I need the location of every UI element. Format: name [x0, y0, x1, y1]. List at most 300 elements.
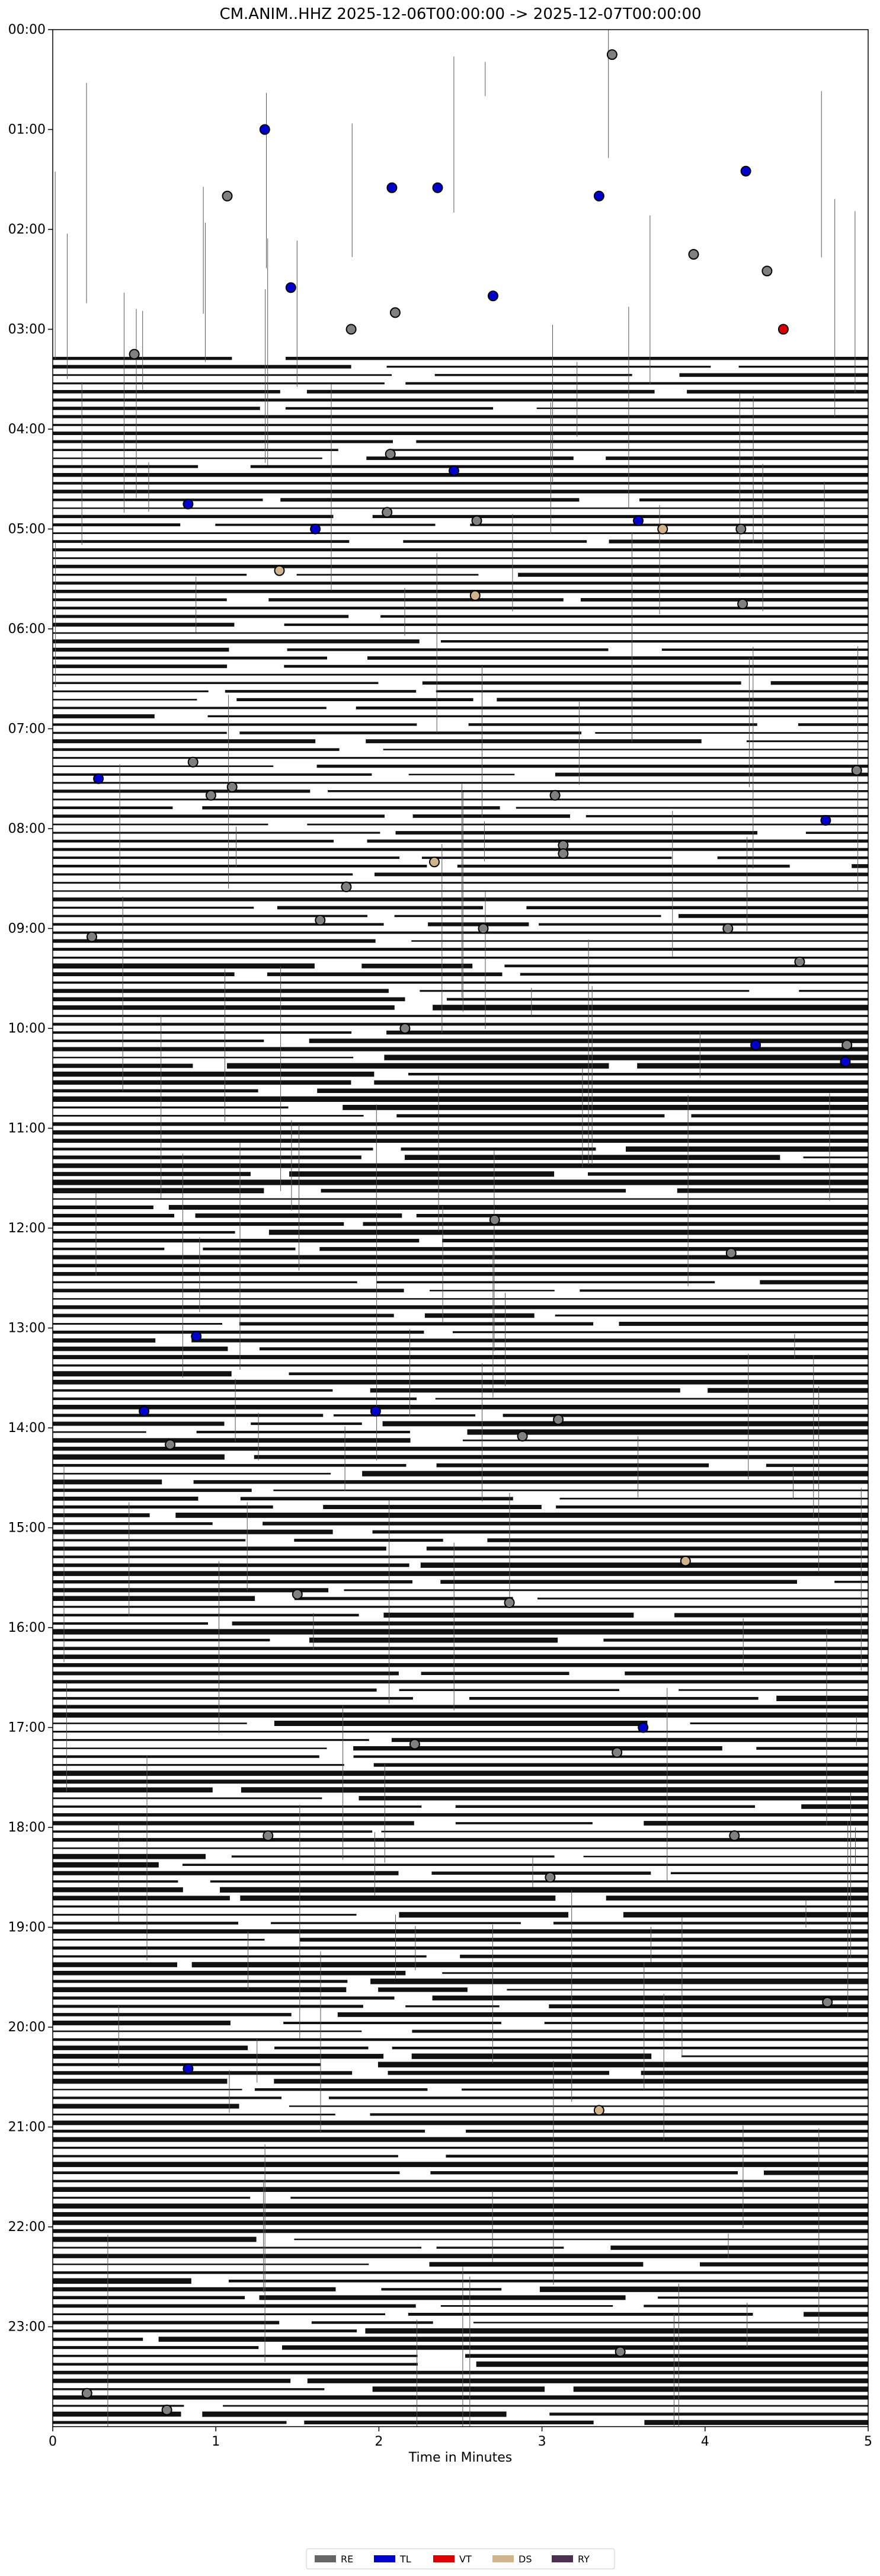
event-point-tl	[638, 1723, 648, 1733]
trace-segment	[53, 856, 399, 859]
trace-segment	[53, 2104, 239, 2108]
trace-segment	[387, 366, 711, 367]
y-tick-label: 04:00	[8, 422, 46, 437]
trace-segment	[53, 1606, 868, 1607]
trace-segment	[53, 732, 227, 734]
trace-segment	[53, 1188, 264, 1193]
trace-segment	[53, 1571, 868, 1576]
trace-segment	[539, 923, 868, 926]
trace-segment	[53, 865, 427, 868]
trace-segment	[367, 656, 868, 660]
trace-segment	[53, 1838, 868, 1842]
trace-segment	[53, 440, 393, 443]
trace-segment	[53, 482, 868, 484]
trace-segment	[610, 2246, 868, 2250]
trace-segment	[53, 590, 868, 593]
trace-segment	[53, 1364, 868, 1367]
trace-segment	[53, 2287, 336, 2291]
trace-segment	[197, 1431, 410, 1433]
y-tick-label: 21:00	[8, 2120, 46, 2135]
trace-segment	[679, 1689, 868, 1691]
trace-segment	[588, 1172, 868, 1176]
trace-segment	[312, 2321, 433, 2323]
trace-segment	[537, 408, 868, 410]
trace-segment	[53, 948, 868, 951]
y-tick-label: 08:00	[8, 822, 46, 836]
trace-segment	[53, 1431, 146, 1433]
event-point-re	[762, 266, 772, 276]
trace-segment	[374, 1081, 868, 1085]
trace-segment	[465, 2354, 868, 2358]
event-point-re	[545, 1872, 555, 1882]
trace-segment	[53, 1862, 159, 1868]
trace-segment	[53, 2121, 868, 2126]
trace-segment	[420, 990, 749, 992]
trace-segment	[681, 2056, 868, 2057]
trace-segment	[53, 1689, 377, 1692]
trace-segment	[549, 2005, 868, 2009]
trace-segment	[203, 1248, 295, 1251]
event-point-re	[263, 1831, 273, 1840]
trace-segment	[53, 1712, 868, 1718]
trace-segment	[441, 2305, 613, 2307]
trace-segment	[53, 832, 380, 833]
trace-segment	[421, 1672, 569, 1676]
trace-segment	[468, 1429, 869, 1434]
trace-segment	[537, 1597, 868, 1599]
event-point-tl	[371, 1407, 380, 1416]
trace-segment	[433, 1005, 868, 1010]
trace-segment	[764, 2171, 868, 2175]
trace-segment	[671, 1872, 868, 1874]
trace-segment	[53, 1214, 174, 1217]
legend-swatch-ry	[552, 2555, 573, 2562]
trace-segment	[53, 2338, 143, 2341]
trace-segment	[430, 2262, 644, 2267]
trace-segment	[255, 2088, 428, 2091]
trace-segment	[644, 1821, 868, 1826]
trace-segment	[269, 1230, 868, 1235]
trace-segment	[53, 599, 227, 602]
y-tick-label: 23:00	[8, 2319, 46, 2335]
event-point-re	[852, 766, 862, 775]
trace-segment	[469, 1697, 759, 1700]
trace-segment	[53, 1939, 265, 1941]
trace-segment	[801, 1804, 868, 1809]
trace-segment	[274, 2079, 868, 2083]
trace-segment	[53, 1788, 213, 1793]
trace-segment	[323, 1505, 542, 1509]
trace-segment	[53, 1530, 333, 1535]
trace-segment	[53, 2180, 868, 2182]
trace-segment	[338, 2012, 868, 2017]
trace-segment	[53, 1546, 386, 1551]
event-point-tl	[183, 499, 193, 509]
event-point-tl	[94, 774, 103, 784]
trace-segment	[53, 1314, 394, 1318]
trace-segment	[53, 691, 209, 692]
trace-segment	[430, 2171, 738, 2174]
trace-segment	[405, 2005, 500, 2007]
trace-segment	[53, 1513, 150, 1517]
trace-segment	[289, 1171, 554, 1177]
event-point-re	[165, 1440, 175, 1449]
event-point-tl	[286, 283, 296, 292]
trace-segment	[53, 2089, 242, 2090]
event-point-re	[293, 1590, 302, 1599]
trace-segment	[53, 1996, 395, 1999]
trace-segment	[53, 657, 327, 660]
trace-segment	[287, 648, 609, 651]
trace-segment	[674, 1613, 868, 1617]
trace-segment	[384, 1055, 868, 1060]
trace-segment	[169, 1205, 868, 1210]
trace-segment	[53, 2046, 248, 2050]
event-point-re	[228, 782, 237, 792]
trace-segment	[553, 1922, 868, 1924]
trace-segment	[606, 1896, 868, 1900]
trace-segment	[53, 1281, 357, 1283]
trace-segment	[625, 1671, 868, 1675]
trace-segment	[53, 1654, 868, 1659]
trace-segment	[53, 2204, 868, 2209]
event-point-re	[823, 1997, 832, 2007]
trace-segment	[53, 540, 349, 543]
trace-segment	[469, 723, 757, 726]
trace-segment	[804, 1156, 869, 1158]
event-point-tl	[191, 1332, 201, 1341]
trace-segment	[321, 1189, 626, 1193]
trace-segment	[555, 1315, 868, 1316]
trace-segment	[641, 2071, 868, 2075]
trace-segment	[766, 1464, 868, 1467]
trace-segment	[457, 865, 790, 868]
trace-segment	[53, 1629, 868, 1634]
trace-segment	[53, 814, 385, 817]
trace-segment	[53, 1473, 331, 1475]
trace-segment	[241, 1787, 868, 1792]
trace-segment	[53, 2412, 181, 2417]
event-point-re	[386, 449, 395, 459]
event-point-tl	[387, 183, 396, 193]
trace-segment	[236, 698, 473, 701]
trace-segment	[374, 1763, 868, 1767]
trace-segment	[756, 1747, 868, 1750]
trace-segment	[556, 1506, 868, 1508]
trace-segment	[53, 1555, 868, 1558]
trace-segment	[619, 1322, 869, 1326]
y-tick-label: 20:00	[8, 2020, 46, 2035]
trace-segment	[53, 415, 868, 418]
trace-segment	[680, 373, 869, 377]
trace-segment	[53, 1447, 868, 1451]
trace-segment	[658, 2297, 868, 2299]
event-point-ds	[658, 525, 667, 534]
trace-segment	[53, 1955, 427, 1958]
trace-segment	[53, 1455, 225, 1460]
trace-segment	[251, 1423, 362, 1425]
legend-label-ds: DS	[519, 2553, 532, 2565]
trace-segment	[395, 915, 661, 918]
trace-segment	[283, 2022, 501, 2024]
event-point-re	[736, 525, 745, 534]
trace-segment	[53, 1539, 245, 1542]
event-point-re	[558, 849, 568, 858]
trace-segment	[53, 998, 405, 1002]
trace-segment	[437, 1463, 709, 1468]
trace-segment	[747, 740, 868, 742]
trace-segment	[53, 365, 351, 369]
trace-segment	[399, 1912, 568, 1917]
event-point-re	[130, 350, 139, 359]
trace-segment	[53, 2137, 868, 2142]
trace-segment	[834, 1581, 868, 1583]
trace-segment	[366, 456, 574, 460]
trace-segment	[690, 1722, 868, 1724]
trace-segment	[595, 732, 868, 734]
trace-segment	[53, 1896, 230, 1900]
trace-segment	[53, 682, 378, 685]
trace-segment	[53, 1289, 404, 1292]
trace-segment	[53, 2079, 227, 2083]
trace-segment	[53, 873, 353, 875]
trace-segment	[53, 1255, 868, 1260]
trace-segment	[679, 914, 868, 918]
trace-segment	[411, 940, 868, 942]
trace-segment	[284, 665, 868, 668]
trace-segment	[53, 1206, 153, 1209]
trace-segment	[53, 1671, 399, 1675]
trace-segment	[776, 1696, 868, 1701]
trace-segment	[396, 831, 758, 835]
trace-segment	[53, 2155, 398, 2158]
trace-segment	[53, 957, 868, 958]
y-tick-label: 19:00	[8, 1920, 46, 1935]
trace-segment	[53, 1148, 373, 1150]
event-point-re	[689, 250, 699, 259]
trace-segment	[53, 1871, 399, 1875]
trace-segment	[700, 2262, 868, 2267]
trace-segment	[53, 2220, 868, 2225]
trace-segment	[53, 1739, 369, 1741]
y-tick-label: 12:00	[8, 1221, 46, 1236]
trace-segment	[289, 1372, 869, 1375]
trace-segment	[286, 407, 493, 410]
trace-segment	[53, 1338, 155, 1343]
trace-segment	[308, 2379, 868, 2383]
trace-segment	[53, 1980, 347, 1983]
trace-segment	[507, 1989, 868, 1991]
trace-segment	[370, 1388, 680, 1392]
legend-label-ry: RY	[578, 2553, 590, 2565]
trace-segment	[260, 2295, 626, 2300]
event-point-tl	[841, 1057, 850, 1066]
trace-segment	[497, 698, 868, 701]
seismic-traces	[53, 357, 868, 2425]
trace-segment	[53, 723, 417, 726]
trace-segment	[431, 1872, 651, 1875]
trace-segment	[804, 2312, 868, 2317]
event-point-re	[842, 1040, 852, 1050]
trace-segment	[408, 1073, 868, 1075]
trace-segment	[771, 681, 868, 685]
trace-segment	[263, 1522, 868, 1525]
trace-segment	[294, 2239, 868, 2241]
event-point-re	[188, 758, 198, 767]
trace-segment	[53, 490, 868, 493]
event-point-tl	[594, 191, 604, 201]
y-tick-label: 15:00	[8, 1520, 46, 1536]
trace-segment	[53, 1248, 164, 1250]
event-point-ds	[594, 2105, 604, 2115]
trace-segment	[53, 1697, 413, 1699]
trace-segment	[232, 1855, 555, 1857]
trace-segment	[392, 2047, 868, 2049]
trace-segment	[442, 1972, 868, 1974]
trace-segment	[53, 1821, 414, 1825]
trace-segment	[440, 1580, 797, 1584]
trace-segment	[53, 523, 180, 526]
trace-segment	[549, 2412, 868, 2415]
trace-segment	[375, 872, 868, 876]
trace-segment	[405, 382, 868, 385]
trace-segment	[53, 1522, 213, 1525]
event-point-re	[551, 791, 560, 800]
trace-segment	[518, 573, 868, 577]
trace-segment	[408, 2313, 753, 2316]
trace-segment	[466, 2130, 868, 2133]
event-point-re	[472, 516, 482, 526]
trace-segment	[329, 2096, 868, 2099]
trace-segment	[53, 932, 868, 934]
trace-segment	[220, 1887, 868, 1893]
trace-segment	[447, 998, 868, 1001]
trace-segment	[456, 1822, 593, 1824]
trace-segment	[53, 398, 868, 401]
trace-segment	[53, 2271, 868, 2274]
event-point-re	[400, 1024, 409, 1033]
event-point-re	[341, 882, 351, 891]
trace-segment	[412, 2054, 651, 2059]
y-tick-label: 01:00	[8, 122, 46, 138]
trace-segment	[53, 1239, 419, 1242]
trace-segment	[53, 532, 868, 534]
event-point-re	[479, 924, 488, 934]
trace-segment	[268, 598, 564, 601]
event-point-tl	[751, 1040, 760, 1050]
trace-segment	[232, 1622, 868, 1626]
trace-segment	[644, 2305, 868, 2307]
trace-segment	[53, 699, 197, 701]
trace-segment	[383, 1613, 633, 1618]
trace-segment	[273, 1490, 868, 1491]
trace-segment	[53, 424, 868, 426]
trace-segment	[366, 739, 701, 743]
trace-segment	[373, 515, 868, 518]
y-tick-label: 14:00	[8, 1421, 46, 1436]
event-point-ds	[681, 1557, 690, 1566]
trace-segment	[53, 2346, 258, 2349]
trace-segment	[381, 1831, 868, 1833]
trace-segment	[223, 2405, 868, 2407]
trace-segment	[644, 2420, 868, 2425]
trace-segment	[192, 1962, 868, 1967]
trace-segment	[416, 440, 868, 443]
trace-segment	[53, 674, 868, 676]
trace-segment	[53, 1764, 344, 1766]
trace-segment	[53, 1647, 868, 1650]
event-point-tl	[139, 1407, 149, 1416]
trace-segment	[53, 1347, 228, 1351]
trace-segment	[53, 890, 868, 891]
y-tick-label: 22:00	[8, 2220, 46, 2235]
trace-segment	[687, 390, 868, 394]
trace-segment	[53, 1922, 238, 1925]
trace-segment	[319, 1247, 868, 1251]
trace-segment	[53, 2021, 231, 2025]
trace-segment	[53, 1830, 372, 1833]
trace-segment	[53, 1755, 319, 1757]
trace-segment	[53, 1097, 868, 1102]
trace-segment	[436, 690, 868, 692]
y-tick-label: 18:00	[8, 1820, 46, 1835]
trace-segment	[53, 1331, 424, 1334]
trace-segment	[53, 1139, 868, 1143]
trace-segment	[282, 2345, 868, 2350]
event-point-re	[347, 325, 356, 334]
trace-segment	[53, 2096, 281, 2099]
trace-segment	[428, 922, 529, 926]
trace-segment	[53, 2054, 383, 2059]
trace-segment	[354, 1756, 869, 1758]
trace-segment	[370, 1979, 868, 1984]
trace-segment	[370, 2113, 868, 2115]
trace-segment	[53, 1464, 407, 1467]
trace-segment	[53, 2421, 287, 2424]
trace-segment	[53, 2264, 369, 2265]
trace-segment	[53, 581, 868, 584]
event-point-tl	[311, 525, 320, 534]
trace-segment	[274, 2047, 368, 2050]
trace-segment	[53, 2371, 868, 2374]
trace-segment	[53, 2147, 868, 2149]
trace-segment	[191, 1338, 868, 1342]
trace-segment	[380, 615, 868, 618]
trace-segment	[53, 1072, 374, 1077]
trace-segment	[53, 2013, 292, 2016]
trace-segment	[520, 973, 868, 976]
trace-segment	[307, 824, 868, 826]
trace-segment	[53, 449, 338, 451]
event-point-re	[315, 916, 325, 925]
trace-segment	[53, 2355, 418, 2357]
event-point-re	[82, 2389, 92, 2398]
trace-segment	[267, 973, 503, 976]
event-point-tl	[433, 183, 443, 193]
trace-segment	[53, 1047, 868, 1052]
event-point-tl	[183, 2064, 193, 2073]
trace-segment	[202, 2412, 506, 2417]
trace-segment	[53, 807, 172, 810]
trace-segment	[361, 964, 472, 969]
trace-segment	[413, 814, 570, 818]
event-point-tl	[821, 816, 830, 825]
y-tick-label: 06:00	[8, 622, 46, 637]
trace-segment	[53, 2162, 868, 2167]
trace-segment	[53, 1987, 346, 1992]
legend-label-vt: VT	[459, 2553, 472, 2565]
legend	[306, 2549, 615, 2569]
